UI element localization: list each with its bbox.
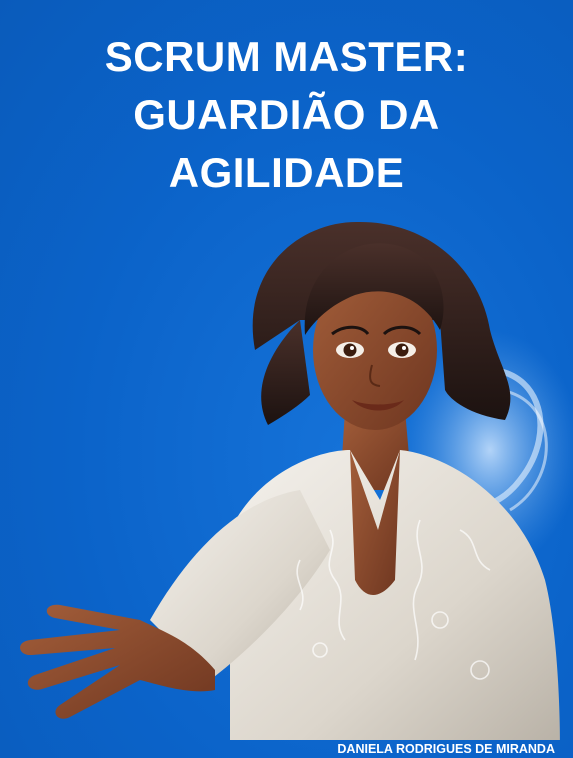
title-line-2: GUARDIÃO DA (133, 91, 440, 138)
author-name: DANIELA RODRIGUES DE MIRANDA (337, 742, 555, 756)
book-title (0, 28, 573, 202)
title-line-3: AGILIDADE (168, 149, 405, 196)
title-line-1: SCRUM MASTER: (104, 33, 469, 80)
cover-illustration (0, 200, 573, 740)
